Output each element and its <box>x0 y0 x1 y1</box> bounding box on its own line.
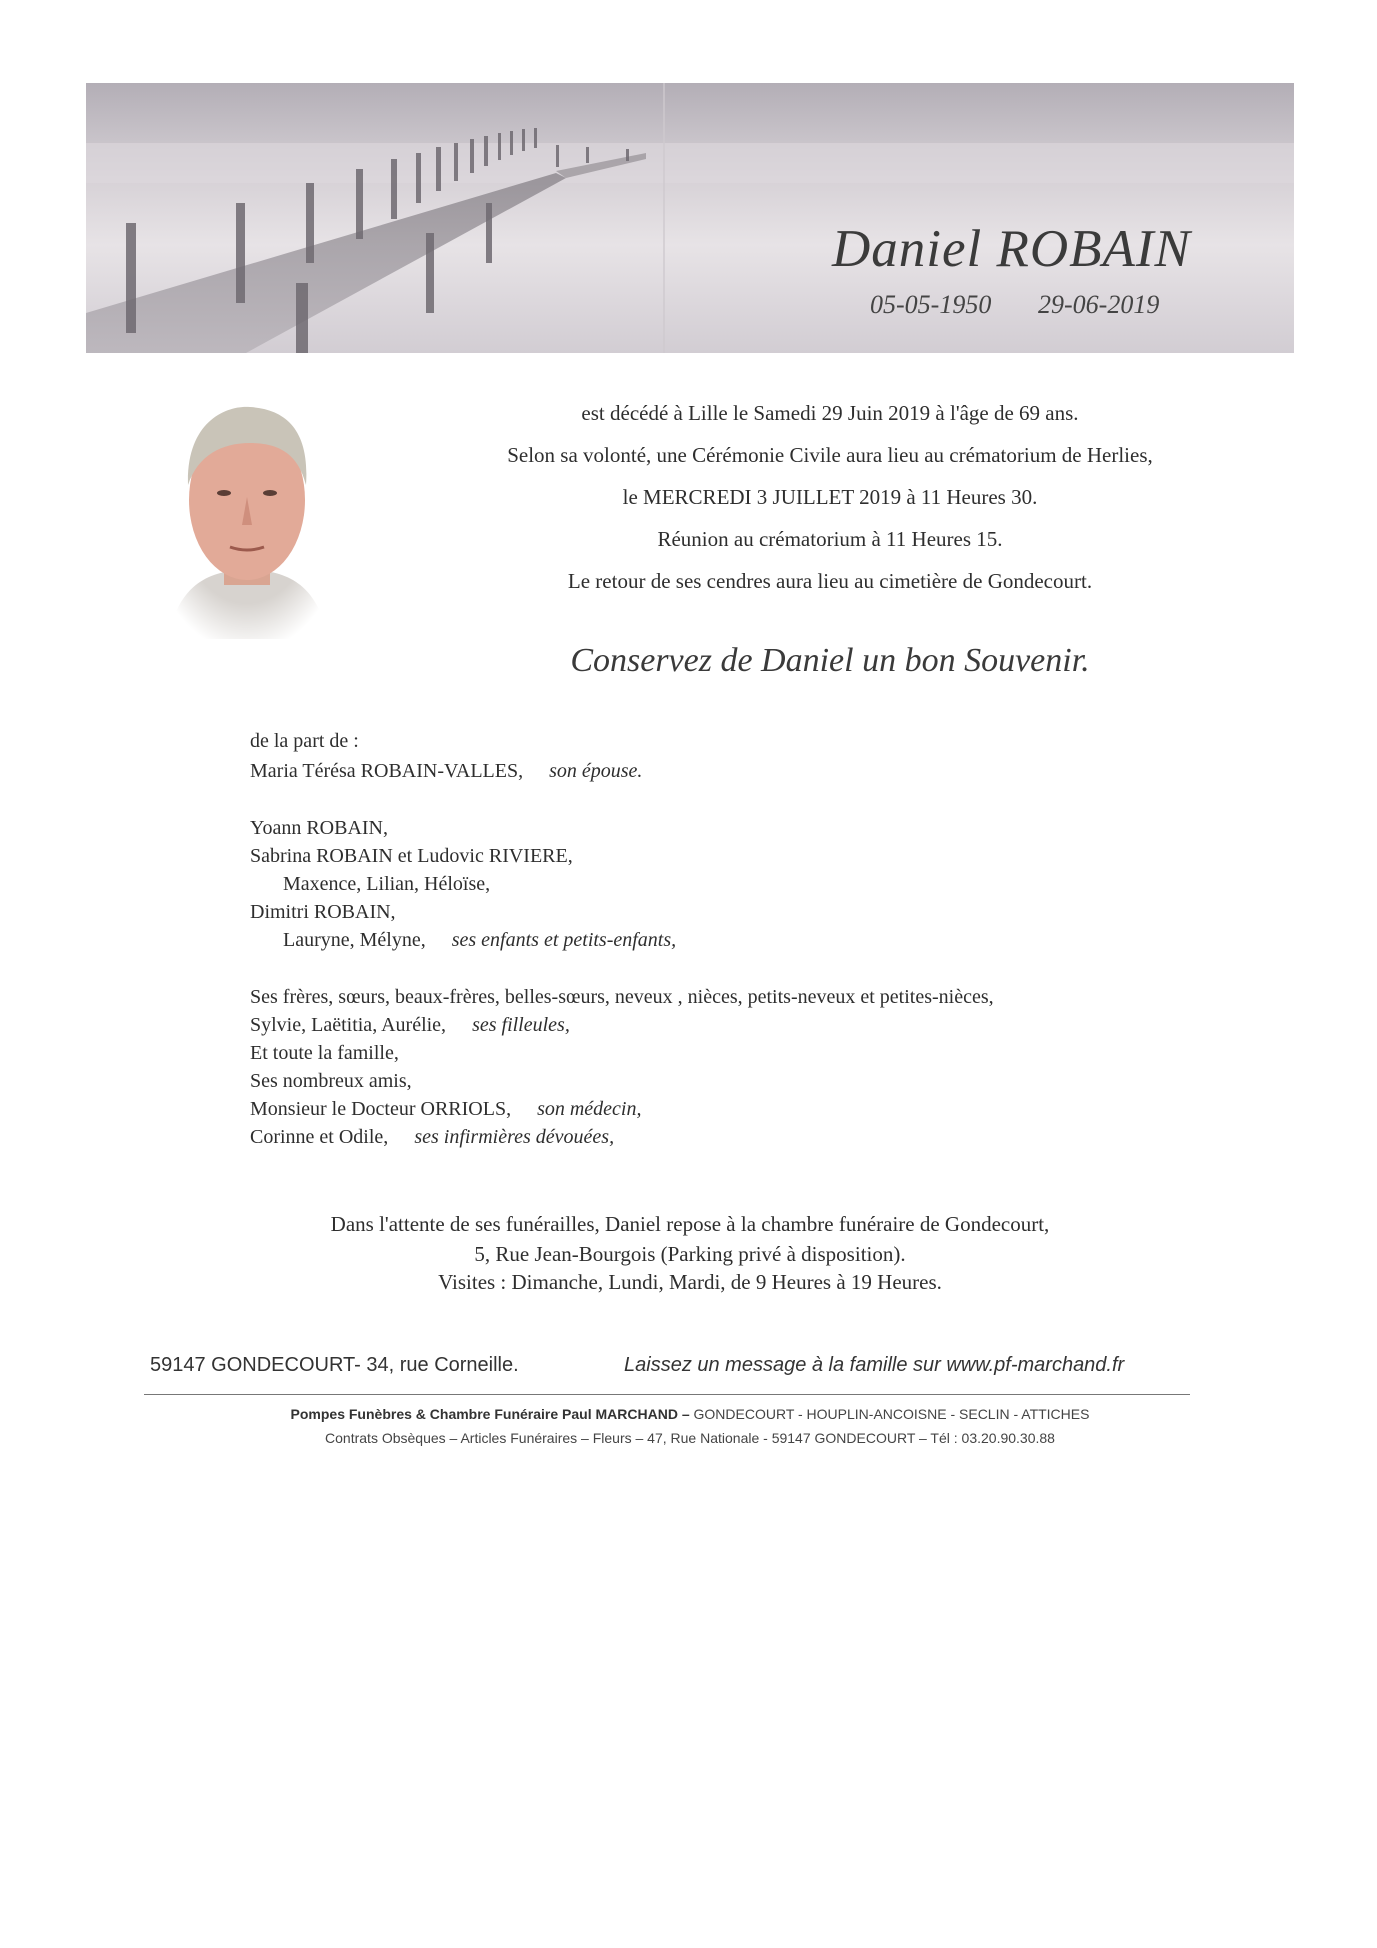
family-member: Dimitri ROBAIN, <box>250 901 396 923</box>
family-other <box>250 1014 570 1037</box>
family-role: son médecin, <box>537 1098 642 1120</box>
company-line-1 <box>140 1406 1240 1422</box>
family-role: son épouse. <box>549 760 643 782</box>
deceased-name: Daniel ROBAIN <box>832 220 1191 278</box>
family-member: Ses nombreux amis, <box>250 1070 412 1092</box>
company-line-2: Contrats Obsèques – Articles Funéraires – Fleurs – 47, Rue Nationale - 59147 GONDECOURT – Tél : 03.20.90.30.88 <box>325 1430 1055 1446</box>
funeral-home-line-2: 5, Rue Jean-Bourgois (Parking privé à disposition). <box>474 1242 906 1266</box>
family-child <box>250 901 396 924</box>
footer-divider <box>144 1394 1190 1395</box>
footer-message: Laissez un message à la famille sur www.pf-marchand.fr <box>624 1354 1125 1376</box>
family-member: Lauryne, Mélyne, <box>283 929 426 951</box>
death-date: 29-06-2019 <box>1038 290 1160 319</box>
company-locations: GONDECOURT - HOUPLIN-ANCOISNE - SECLIN - ATTICHES <box>689 1406 1090 1422</box>
funeral-home-line-1: Dans l'attente de ses funérailles, Daniel repose à la chambre funéraire de Gondecourt, <box>330 1212 1050 1236</box>
family-role: ses filleules, <box>472 1014 570 1036</box>
family-role: ses infirmières dévouées, <box>414 1126 615 1148</box>
header-banner <box>86 83 1294 353</box>
family-member: Et toute la famille, <box>250 1042 399 1064</box>
announcement-line-3: le MERCREDI 3 JUILLET 2019 à 11 Heures 30. <box>622 485 1038 509</box>
family-member: Monsieur le Docteur ORRIOLS, <box>250 1098 512 1120</box>
family-other <box>250 1098 642 1121</box>
family-other <box>250 1042 399 1065</box>
portrait-photo <box>158 365 336 639</box>
family-other <box>250 1070 412 1093</box>
announcement-line-4: Réunion au crématorium à 11 Heures 15. <box>657 527 1003 551</box>
family-member: Maxence, Lilian, Héloïse, <box>283 873 491 895</box>
family-grandchildren <box>283 929 676 952</box>
family-member: Sabrina ROBAIN et Ludovic RIVIERE, <box>250 845 573 867</box>
family-member: Corinne et Odile, <box>250 1126 389 1148</box>
announcement-line-1: est décédé à Lille le Samedi 29 Juin 2019 à l'âge de 69 ans. <box>581 401 1079 425</box>
footer-address: 59147 GONDECOURT- 34, rue Corneille. <box>150 1354 519 1376</box>
family-spouse <box>250 760 642 783</box>
family-member: Maria Térésa ROBAIN-VALLES, <box>250 760 524 782</box>
company-name: Pompes Funèbres & Chambre Funéraire Paul MARCHAND – <box>290 1406 690 1422</box>
funeral-home-line-3: Visites : Dimanche, Lundi, Mardi, de 9 Heures à 19 Heures. <box>438 1270 942 1294</box>
birth-date: 05-05-1950 <box>870 290 992 319</box>
announcement-line-2: Selon sa volonté, une Cérémonie Civile aura lieu au crématorium de Herlies, <box>507 443 1153 467</box>
memorial-motto: Conservez de Daniel un bon Souvenir. <box>570 642 1090 679</box>
family-grandchildren <box>283 873 490 896</box>
family-child <box>250 817 388 840</box>
family-other <box>250 986 994 1009</box>
family-role: ses enfants et petits-enfants, <box>451 929 677 951</box>
family-member: Ses frères, sœurs, beaux-frères, belles-sœurs, neveux , nièces, petits-neveux et petites-nièces, <box>250 986 994 1008</box>
family-member: Sylvie, Laëtitia, Aurélie, <box>250 1014 447 1036</box>
announcement-line-5: Le retour de ses cendres aura lieu au cimetière de Gondecourt. <box>567 569 1093 593</box>
family-intro: de la part de : <box>250 730 359 752</box>
family-member: Yoann ROBAIN, <box>250 817 388 839</box>
family-other <box>250 1126 614 1149</box>
family-child <box>250 845 573 868</box>
